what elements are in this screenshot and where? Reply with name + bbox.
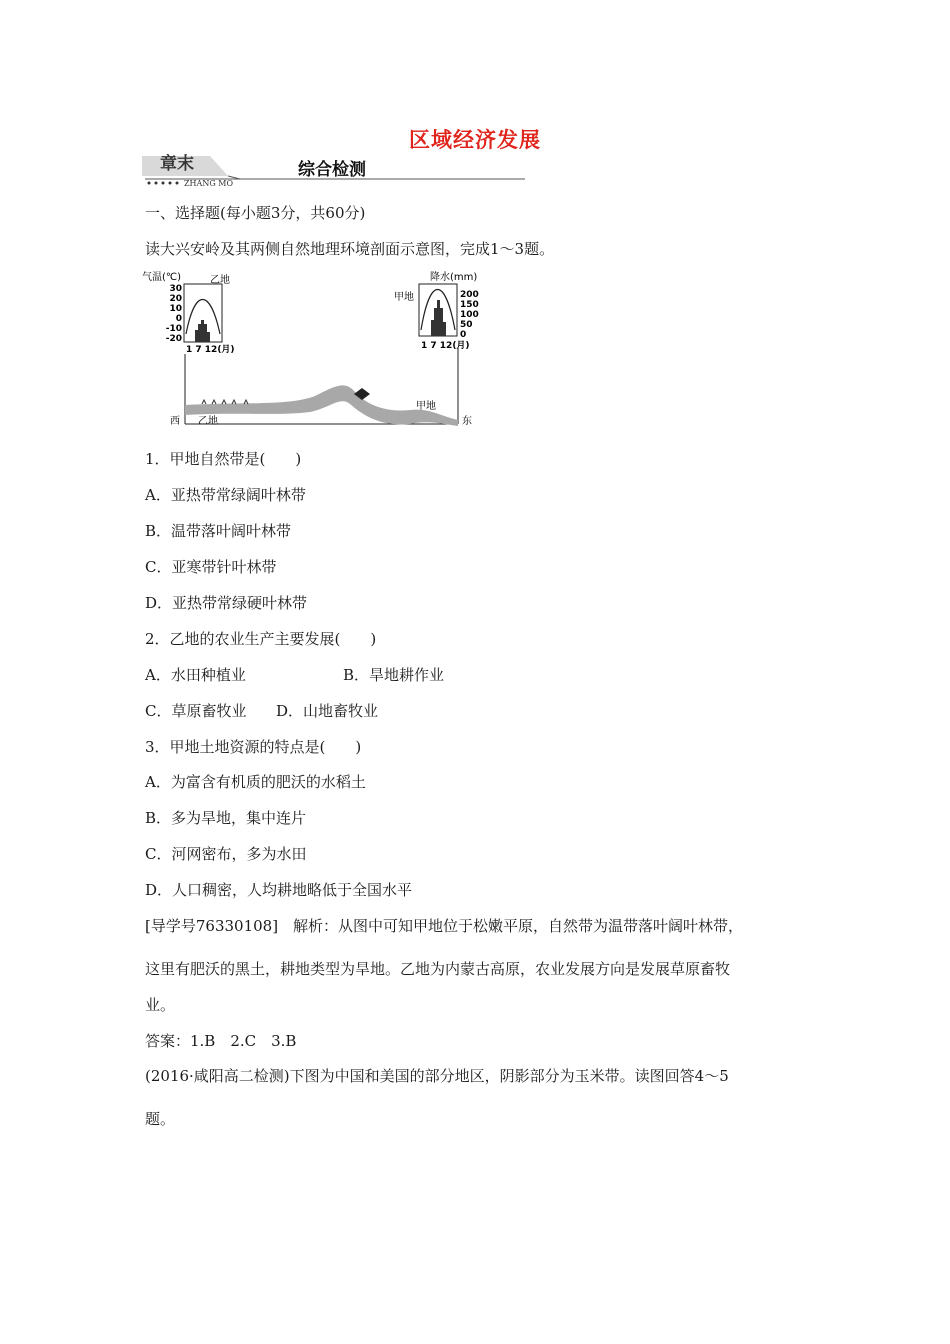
analysis-line-2: 这里有肥沃的黑土，耕地类型为旱地。乙地为内蒙古高原，农业发展方向是发展草原畜牧 (145, 960, 731, 978)
q3-option-a: A．为富含有机质的肥沃的水稻土 (145, 773, 366, 791)
svg-text:50: 50 (460, 320, 473, 330)
left-month-ticks: 1 7 12(月) (186, 345, 235, 355)
svg-text:0: 0 (460, 330, 467, 340)
precip-ticks (460, 290, 479, 340)
svg-text:30: 30 (169, 284, 182, 294)
west-label: 西 (170, 416, 180, 427)
analysis-line-3: 业。 (145, 996, 176, 1014)
svg-text:-10: -10 (165, 324, 182, 334)
right-month-ticks: 1 7 12(月) (421, 341, 470, 351)
q2-option-a: A．水田种植业 (145, 666, 246, 684)
q2-option-c: C．草原畜牧业 (145, 702, 247, 720)
svg-text:10: 10 (169, 304, 182, 314)
temp-axis-title: 气温(℃) (142, 272, 182, 283)
svg-text:200: 200 (460, 290, 479, 300)
temp-ticks (166, 284, 182, 344)
next-intro-line-2: 题。 (145, 1110, 176, 1128)
jia-profile-label: 甲地 (416, 401, 436, 412)
svg-text:20: 20 (169, 294, 182, 304)
question-3-stem: 3．甲地土地资源的特点是( ) (145, 738, 362, 756)
next-intro-line-1: (2016·咸阳高二检测)下图为中国和美国的部分地区，阴影部分为玉米带。读图回答4～5 (145, 1067, 729, 1085)
chapter-banner (140, 146, 530, 188)
page-title: 区域经济发展 (409, 127, 541, 152)
svg-text:-20: -20 (165, 334, 182, 344)
q3-option-b: B．多为旱地，集中连片 (145, 809, 307, 827)
left-place-label: 乙地 (210, 275, 230, 286)
yi-profile-label: 乙地 (198, 416, 218, 427)
east-label: 东 (462, 416, 472, 427)
q1-option-a: A．亚热带常绿阔叶林带 (145, 486, 306, 504)
left-precip-bars (195, 320, 210, 342)
svg-text:150: 150 (460, 300, 479, 310)
figure-intro: 读大兴安岭及其两侧自然地理环境剖面示意图，完成1～3题。 (145, 240, 555, 258)
q2-option-b: B．旱地耕作业 (343, 666, 445, 684)
banner-dots (148, 182, 179, 185)
answer-line: 答案：1.B 2.C 3.B (145, 1032, 297, 1050)
q1-option-c: C．亚寒带针叶林带 (145, 558, 277, 576)
analysis-line-1: [导学号76330108] 解析：从图中可知甲地位于松嫩平原，自然带为温带落叶阔叶林带， (145, 917, 744, 935)
grass-marks (202, 400, 248, 404)
question-2-stem: 2．乙地的农业生产主要发展( ) (145, 630, 377, 648)
section-heading: 一、选择题(每小题3分，共60分) (145, 204, 366, 222)
q3-option-c: C．河网密布，多为水田 (145, 845, 307, 863)
chapter-label: 章末 (160, 154, 194, 174)
q2-option-d: D．山地畜牧业 (276, 702, 379, 720)
right-place-label: 甲地 (394, 292, 414, 303)
q1-option-d: D．亚热带常绿硬叶林带 (145, 594, 308, 612)
chapter-pinyin: ZHANG MO (184, 179, 233, 188)
profile-figure (140, 268, 485, 428)
q3-option-d: D．人口稠密，人均耕地略低于全国水平 (145, 881, 413, 899)
svg-text:0: 0 (175, 314, 182, 324)
right-precip-bars (431, 300, 446, 336)
q1-option-b: B．温带落叶阔叶林带 (145, 522, 292, 540)
question-1-stem: 1．甲地自然带是( ) (145, 450, 302, 468)
svg-text:100: 100 (460, 310, 479, 320)
section-label: 综合检测 (298, 160, 366, 180)
precip-axis-title: 降水(mm) (430, 272, 478, 283)
